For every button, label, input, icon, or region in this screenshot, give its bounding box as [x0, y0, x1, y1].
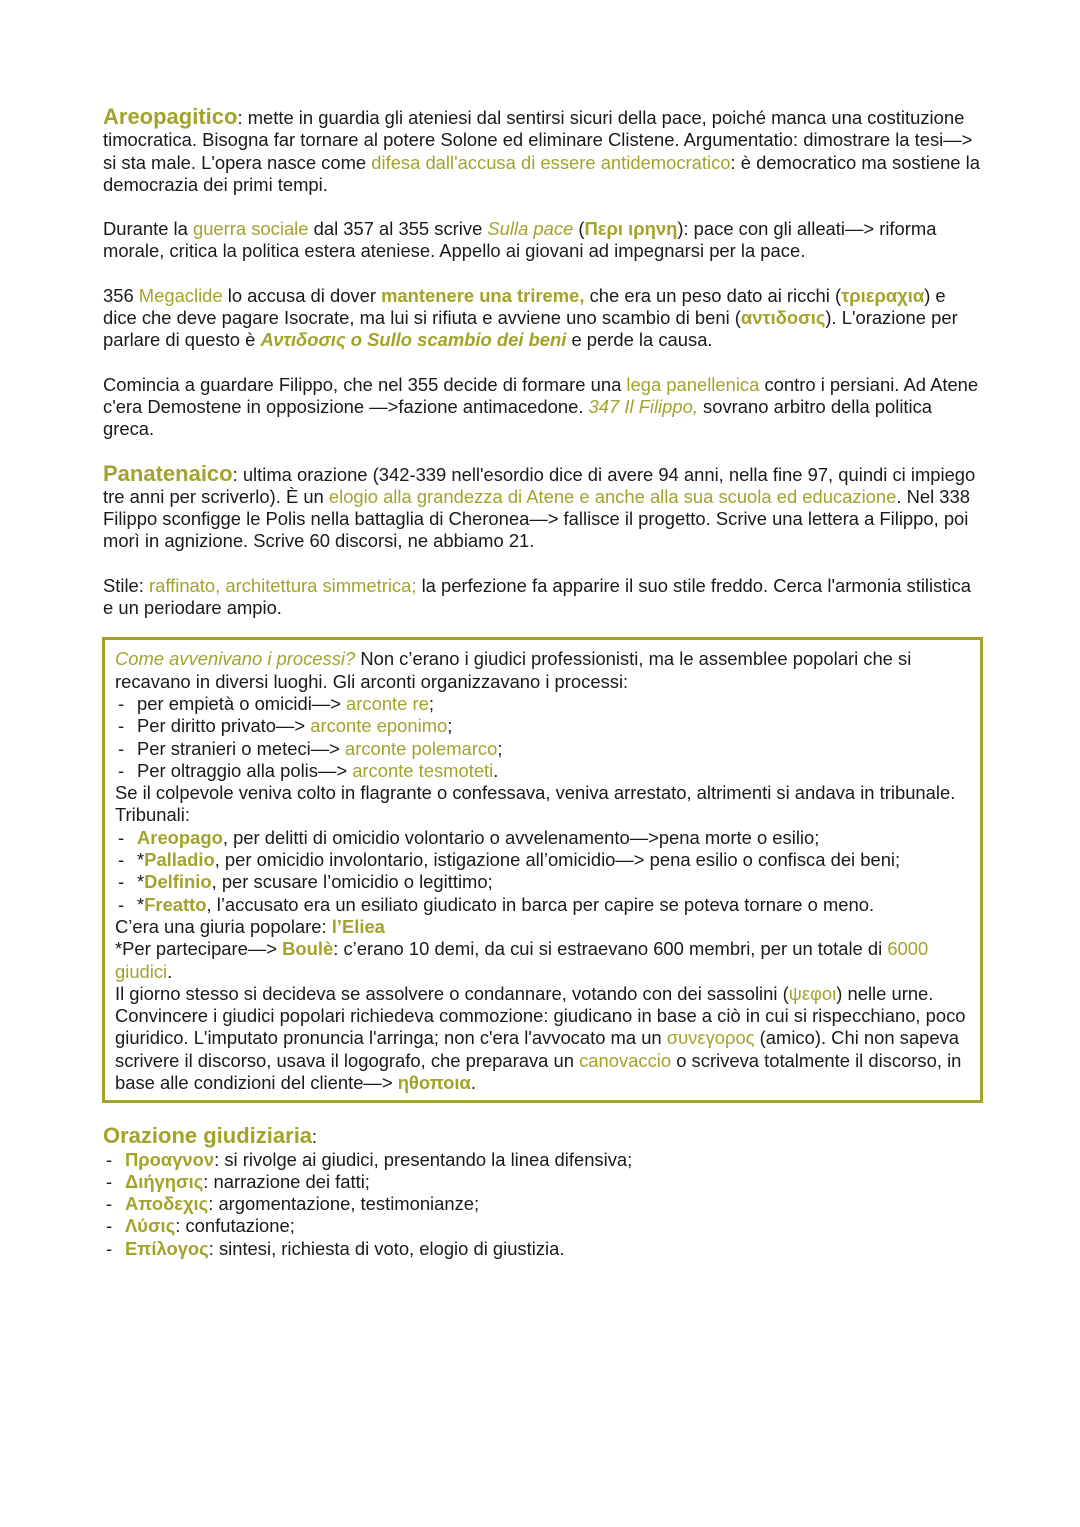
list-item: - *Palladio, per omicidio involontario, istigazione all’omicidio—> pena esilio o confisca dei beni; — [115, 849, 970, 871]
boule-text: *Per partecipare—> Boulè: c’erano 10 demi, da cui si estraevano 600 membri, per un totale di 6000 giudici. — [115, 938, 929, 982]
orazione-title: Orazione giudiziaria — [103, 1123, 313, 1149]
eliea-text: C’era una giuria popolare: l’Eliea — [115, 915, 385, 937]
panatenaico-paragraph: Panatenaico: ultima orazione (342-339 nell'esordio dice di avere 94 anni, nella fine 97, quindi ci impiego tre anni per scriverlo). È un elogio alla grandezza di Atene e anche alla sua scuola ed educazione. Nel 338 Filippo sconfigge le Polis nella battaglia di Cheronea—> fallisce il progetto. Scrive una lettera a Filippo, poi morì in agnizione. Scrive 60 discorsi, ne abbiamo 21. — [103, 460, 976, 552]
stile-paragraph: Stile: raffinato, architettura simmetrica; la perfezione fa apparire il suo stile freddo. Cerca l'armonia stilistica e un periodare ampio. — [103, 574, 971, 619]
processi-box — [102, 637, 983, 1103]
list-item: - Προαγνον: si rivolge ai giudici, presentando la linea difensiva; — [103, 1149, 983, 1171]
list-item: - *Freatto, l’accusato era un esiliato giudicato in barca per capire se poteva tornare o meno. — [115, 894, 970, 916]
logografo-text: Convincere i giudici popolari richiedeva commozione: giudicano in base a ciò in cui si rispecchiano, poco giuridico. L'imputato pronuncia l'arringa; non c'era l'avvocato ma un συνεγορος (amico). Chi non sapeva scrivere il discorso, usava il logografo, che preparava un canovaccio o scriveva totalmente il discorso, in base alle condizioni del cliente—> ηθοποια. — [115, 1005, 966, 1093]
orazione-heading: Orazione giudiziaria: — [103, 1123, 318, 1149]
list-item: - per empietà o omicidi—> arconte re; — [115, 693, 970, 715]
processi-question: Come avvenivano i processi? — [115, 648, 356, 670]
sulla-pace-paragraph: Durante la guerra sociale dal 357 al 355 scrive Sulla pace (Περι ιρηνη): pace con gli alleati—> riforma morale, critica la politica estera ateniese. Appello ai giovani ad impegnarsi per la pace. — [103, 218, 937, 262]
tribunali-label: Tribunali: — [115, 804, 190, 826]
list-item: - *Delfinio, per scusare l’omicidio o legittimo; — [115, 871, 970, 893]
list-item: - Per stranieri o meteci—> arconte polemarco; — [115, 738, 970, 760]
areopagitico-paragraph: Areopagitico: mette in guardia gli ateniesi dal sentirsi sicuri della pace, poiché manca una costituzione timocratica. Bisogna far tornare al potere Solone ed eliminare Clistene. Argumentatio: dimostrare la tesi—> si sta male. L'opera nasce come difesa dall'accusa di essere antidemocratico: è democratico ma sostiene la democrazia dei primi tempi. — [103, 104, 980, 195]
list-item: - Areopago, per delitti di omicidio volontario o avvelenamento—>pena morte o esilio; — [115, 827, 970, 849]
tribunali-list — [115, 827, 970, 916]
megaclide-paragraph: 356 Megaclide lo accusa di dover mantenere una trireme, che era un peso dato ai ricchi (τριεραχια) e dice che deve pagare Isocrate, ma lui si rifiuta e avviene uno scambio di beni (αντιδοσις). L'orazione per parlare di questo è Αντιδοσις o Sullo scambio dei beni e perde la causa. — [103, 284, 958, 351]
orazione-parts-list — [103, 1149, 983, 1260]
areopagitico-title: Areopagitico — [103, 104, 238, 129]
filippo-paragraph: Comincia a guardare Filippo, che nel 355 decide di formare una lega panellenica contro i persiani. Ad Atene c'era Demostene in opposizione —>fazione antimacedone. 347 Il Filippo, sovrano arbitro della politica greca. — [103, 373, 979, 440]
list-item: - Διήγησις: narrazione dei fatti; — [103, 1171, 983, 1193]
list-item: - Per diritto privato—> arconte eponimo; — [115, 715, 970, 737]
flagrante-text: Se il colpevole veniva colto in flagrante o confessava, veniva arrestato, altrimenti si andava in tribunale. — [115, 782, 956, 804]
list-item: - Per oltraggio alla polis—> arconte tesmoteti. — [115, 760, 970, 782]
panatenaico-title: Panatenaico — [103, 460, 233, 486]
processi-intro: Come avvenivano i processi? Non c’erano i giudici professionisti, ma le assemblee popolari che si recavano in diversi luoghi. Gli arconti organizzavano i processi: — [115, 648, 912, 692]
notes-page — [103, 106, 983, 1260]
list-item: - Επίλογος: sintesi, richiesta di voto, elogio di giustizia. — [103, 1238, 983, 1260]
arconti-list — [115, 693, 970, 782]
votazione-text: Il giorno stesso si decideva se assolvere o condannare, votando con dei sassolini (ψεφοι) nelle urne. — [115, 982, 934, 1004]
list-item: - Λύσις: confutazione; — [103, 1215, 983, 1237]
list-item: - Αποδεχις: argomentazione, testimonianze; — [103, 1193, 983, 1215]
